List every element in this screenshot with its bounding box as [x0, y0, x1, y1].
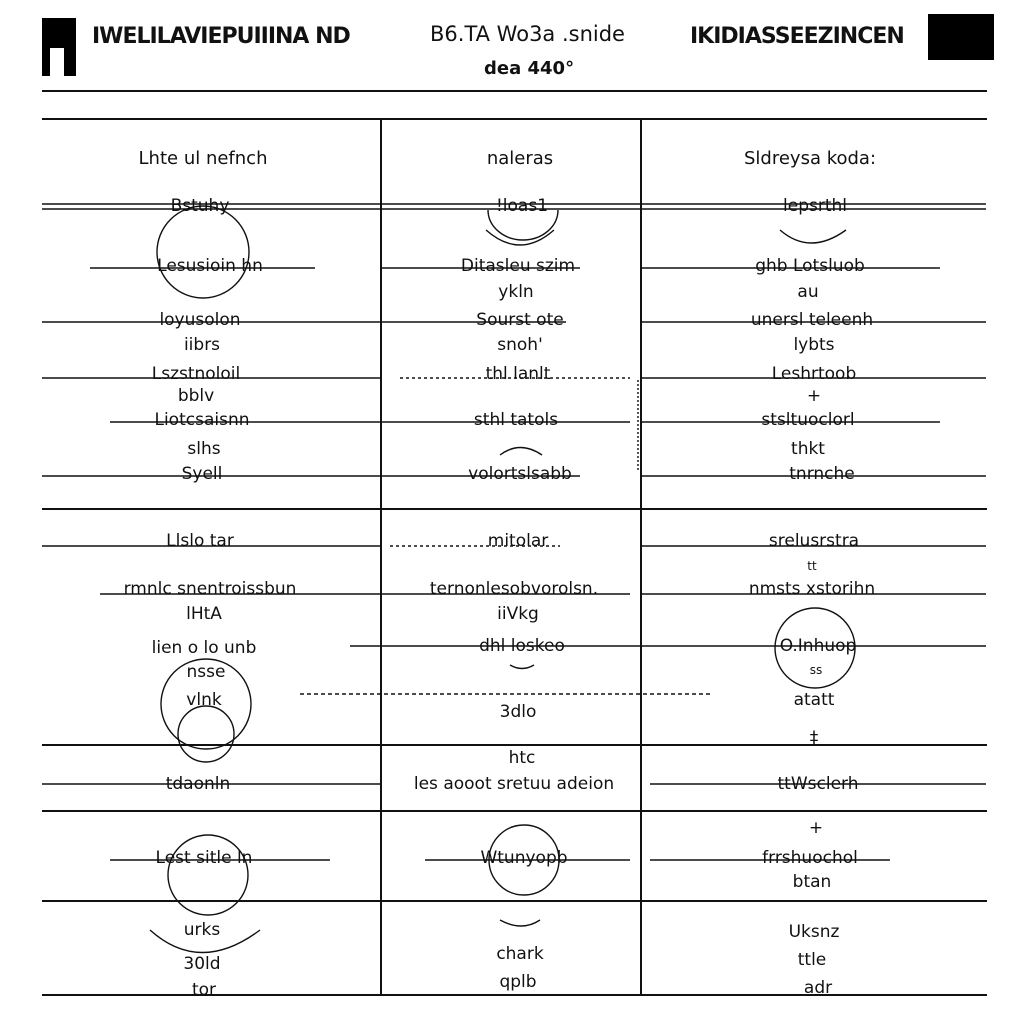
- table-cell: vlnk: [186, 690, 222, 710]
- table-cell: atatt: [793, 690, 835, 710]
- table-cell: stsltuoclorl: [761, 410, 855, 430]
- table-cell: au: [797, 282, 819, 302]
- table-cell: qplb: [499, 972, 537, 992]
- table-cell: Lesusioin hn: [157, 256, 263, 276]
- table-cell: Leshrtoob: [771, 364, 857, 384]
- table-cell: tt: [807, 559, 817, 573]
- table-cell: ttWsclerh: [777, 774, 859, 794]
- table-cell: O.Inhuop: [779, 636, 857, 656]
- column-header: Sldreysa koda:: [743, 148, 877, 169]
- table-cell: htc: [508, 748, 536, 768]
- table-cell: btan: [792, 872, 832, 892]
- table-cell: iibrs: [183, 335, 221, 355]
- table-cell: Uksnz: [788, 922, 840, 942]
- table-cell: ss: [809, 663, 823, 677]
- table-cell: +: [808, 818, 824, 838]
- table-cell: loyusolon: [159, 310, 241, 330]
- table-cell: les aooot sretuu adeion: [413, 774, 615, 794]
- table-cell: adr: [803, 978, 833, 998]
- table-cell: +: [806, 386, 822, 406]
- table-cell: snoh': [497, 335, 543, 355]
- table-cell: lybts: [793, 335, 835, 355]
- table-cell: Lest sitle ln: [155, 848, 253, 868]
- table-cell: sthl tatols: [473, 410, 559, 430]
- column-header: naleras: [486, 148, 554, 169]
- table-cell: tnrnche: [789, 464, 855, 484]
- table-cell: tor: [191, 980, 217, 1000]
- table-cell: lHtA: [186, 604, 222, 624]
- table-cell: srelusrstra: [768, 531, 860, 551]
- table-cell: thkt: [791, 439, 825, 459]
- table-cell: Lszstnoloil: [151, 364, 241, 384]
- table-cell: tdaonln: [165, 774, 231, 794]
- table-cell: mitolar: [487, 531, 549, 551]
- header-subtitle: B6.TA Wo3a .snide: [430, 22, 625, 46]
- table-cell: ykln: [498, 282, 534, 302]
- table-cell: urks: [183, 920, 221, 940]
- header-title-left: IWELILAVIEPUIIINA ND: [92, 24, 350, 49]
- header-subtitle-2: dea 440°: [484, 58, 575, 79]
- table-cell: Wtunyopb: [480, 848, 568, 868]
- table-cell: !loas1: [495, 196, 549, 216]
- table-cell: Liotcsaisnn: [154, 410, 250, 430]
- column-header: Lhte ul nefnch: [138, 148, 268, 169]
- table-cell: 3dlo: [499, 702, 537, 722]
- table-cell: Sourst ote: [476, 310, 564, 330]
- table-cell: ghb Lotsluob: [755, 256, 865, 276]
- table-cell: volortslsabb: [468, 464, 572, 484]
- table-cell: ternonlesobvorolsn.: [429, 579, 599, 599]
- table-cell: unersl teleenh: [750, 310, 874, 330]
- table-cell: lien o lo unb: [151, 638, 257, 658]
- table-cell: iiVkg: [497, 604, 539, 624]
- table-cell: rmnlc snentroissbun: [123, 579, 297, 599]
- table-cell: lepsrthl: [783, 196, 847, 216]
- table-cell: 30ld: [183, 954, 221, 974]
- table-cell: Syell: [181, 464, 223, 484]
- table-cell: Llslo tar: [166, 531, 234, 551]
- table-cell: ‡: [809, 728, 819, 748]
- table-cell: dhl loskeo: [479, 636, 565, 656]
- table-cell: slhs: [187, 439, 221, 459]
- header-title-right: IKIDIASSEEZINCEN: [690, 24, 904, 49]
- table-cell: chark: [496, 944, 544, 964]
- table-cell: Ditasleu szim: [460, 256, 576, 276]
- table-cell: nmsts xstorihn: [748, 579, 876, 599]
- table-cell: ttle: [797, 950, 827, 970]
- table-cell: thl lanlt: [485, 364, 551, 384]
- table-cell: frrshuochol: [762, 848, 858, 868]
- table-cell: Bstuhy: [170, 196, 230, 216]
- table-cell: bblv: [177, 386, 215, 406]
- table-cell: nsse: [186, 662, 226, 682]
